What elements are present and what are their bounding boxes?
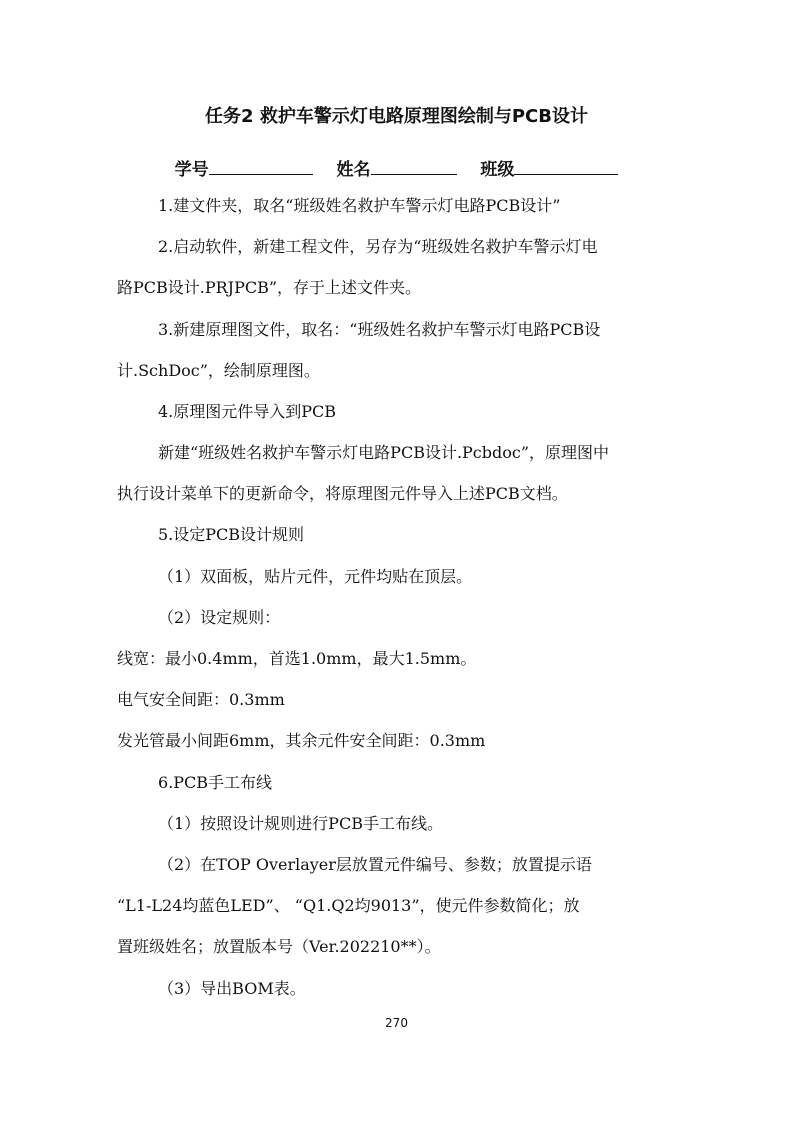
step-6-heading: 6.PCB手工布线 [158, 773, 273, 792]
step-4-line-1: 新建“班级姓名救护车警示灯电路PCB设计.Pcbdoc”，原理图中 [158, 443, 610, 462]
step-6-item-2-line-3: 置班级姓名；放置版本号（Ver.202210**）。 [117, 937, 441, 956]
step-3-line-2: 计.SchDoc”，绘制原理图。 [117, 361, 320, 380]
class-label: 班级 [480, 160, 515, 180]
step-3-line-1: 3.新建原理图文件，取名：“班级姓名救护车警示灯电路PCB设 [158, 320, 601, 339]
step-5-item-2: （2）设定规则： [158, 608, 281, 627]
step-6-item-2-line-1: （2）在TOP Overlayer层放置元件编号、参数；放置提示语 [158, 855, 592, 874]
name-blank [371, 156, 457, 175]
step-6-item-3: （3）导出BOM表。 [158, 979, 306, 998]
class-blank [514, 156, 618, 175]
rule-clearance: 电气安全间距：0.3mm [117, 690, 285, 709]
step-5-heading: 5.设定PCB设计规则 [158, 525, 305, 544]
step-2-line-2: 路PCB设计.PRJPCB”，存于上述文件夹。 [117, 278, 422, 297]
student-id-blank [209, 156, 313, 175]
page-number: 270 [385, 1016, 408, 1030]
name-label: 姓名 [336, 160, 371, 180]
step-6-item-2-line-2: “L1-L24均蓝色LED”、 “Q1.Q2均9013”，使元件参数简化；放 [117, 896, 580, 915]
step-4-heading: 4.原理图元件导入到PCB [158, 402, 337, 421]
step-2-line-1: 2.启动软件，新建工程文件，另存为“班级姓名救护车警示灯电 [158, 237, 598, 256]
step-6-item-1: （1）按照设计规则进行PCB手工布线。 [158, 814, 443, 833]
student-info-row [0, 156, 793, 183]
rule-line-width: 线宽：最小0.4mm，首选1.0mm，最大1.5mm。 [117, 649, 477, 668]
document-title: 任务2 救护车警示灯电路原理图绘制与PCB设计 [205, 106, 588, 127]
step-1-line: 1.建文件夹，取名“班级姓名救护车警示灯电路PCB设计” [158, 196, 561, 215]
rule-led-spacing: 发光管最小间距6mm，其余元件安全间距：0.3mm [117, 731, 486, 750]
student-id-label: 学号 [174, 160, 209, 180]
step-4-line-2: 执行设计菜单下的更新命令，将原理图元件导入上述PCB文档。 [117, 484, 568, 503]
step-5-item-1: （1）双面板，贴片元件，元件均贴在顶层。 [158, 567, 473, 586]
